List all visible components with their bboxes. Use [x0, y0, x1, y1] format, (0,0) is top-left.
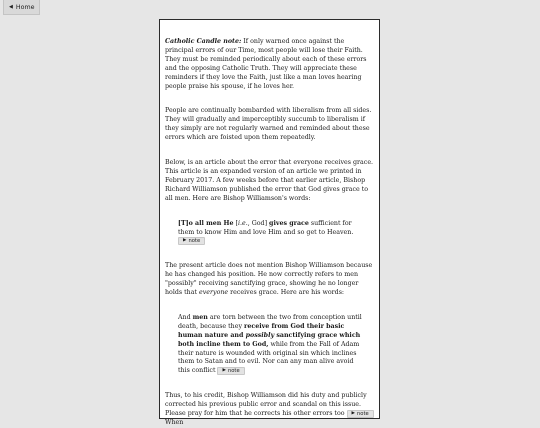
article-page	[159, 19, 380, 426]
play-icon: ▶	[183, 238, 187, 244]
background-paragraph: Below, is an article about the error that everyone receives grace. This article is an expanded version of an article we printed in February 2017. A few weeks before that earlier article, Bishop Richard Williamson published the error that God gives grace to all men. Here are Bishop Williamson's words:	[165, 159, 374, 202]
home-label: Home	[15, 3, 35, 11]
quote-text: [	[233, 219, 238, 227]
quote-williamson-error	[178, 220, 364, 247]
quote-text: i.e.	[237, 219, 248, 227]
play-icon: ▶	[351, 411, 356, 417]
note-label: note	[188, 238, 201, 245]
quote-williamson-correction	[178, 314, 364, 376]
intro-text: If only warned once against the principal errors of our Time, most people will lose their Faith. They must be reminded periodically about each of these errors and the opposing Catholic Truth. They will appreciate these reminders if they love the Faith, just like a man loves hearing people praise his spouse, if he loves her.	[165, 38, 367, 90]
correction-paragraph	[165, 262, 374, 298]
liberalism-paragraph: People are continually bombarded with liberalism from all sides. They will gradually and imperceptibly succumb to liberalism if they simply are not regularly warned and reminded about these errors which are foisted upon them repeatedly.	[165, 107, 372, 142]
footnote-button[interactable]	[347, 410, 374, 418]
quote-text: receive from God their basic human nature and	[178, 322, 345, 339]
quote-text: [T]o all men He	[178, 219, 234, 227]
conclusion-paragraph	[165, 392, 374, 428]
note-label: note	[357, 411, 369, 418]
paragraph-text: The present article does not mention Bishop Williamson because he has changed his position. He now correctly refers to men "possibly" receiving sanctifying grace, showing he no longer holds that	[165, 262, 373, 297]
quote-text: are torn between the two from conception until death, because they	[178, 313, 362, 330]
paragraph-text: When	[165, 419, 184, 426]
quote-text: while from the Fall of Adam their nature is wounded with original sin which inclines them to Satan and to evil. Nor can any man alive avoid this conflict	[178, 340, 360, 375]
quote-text: men	[192, 313, 208, 321]
quote-text: , God]	[247, 219, 270, 227]
paragraph-text: receives grace. Here are his words:	[228, 289, 345, 297]
quote-text: sufficient for them to know Him and love Him and so get to Heaven.	[178, 219, 354, 236]
footnote-button[interactable]	[217, 367, 244, 375]
intro-paragraph	[165, 38, 374, 91]
play-icon: ▶	[222, 368, 226, 374]
note-label: note	[227, 368, 240, 375]
quote-text: possibly	[245, 331, 275, 339]
quote-text: sanctifying grace which both incline them to God,	[178, 331, 361, 348]
paragraph-text: Thus, to his credit, Bishop Williamson did his duty and publicly corrected his previous public error and scandal on this issue. Please pray for him that he corrects his other errors too	[165, 392, 367, 418]
quote-text: gives grace	[269, 219, 309, 227]
brand-note: Catholic Candle note:	[165, 38, 242, 45]
paragraph-text: everyone	[199, 289, 229, 297]
home-button[interactable]	[3, 0, 40, 15]
footnote-button[interactable]	[178, 237, 205, 245]
quote-text: And	[178, 313, 193, 321]
left-arrow-icon: ◀	[9, 4, 13, 10]
